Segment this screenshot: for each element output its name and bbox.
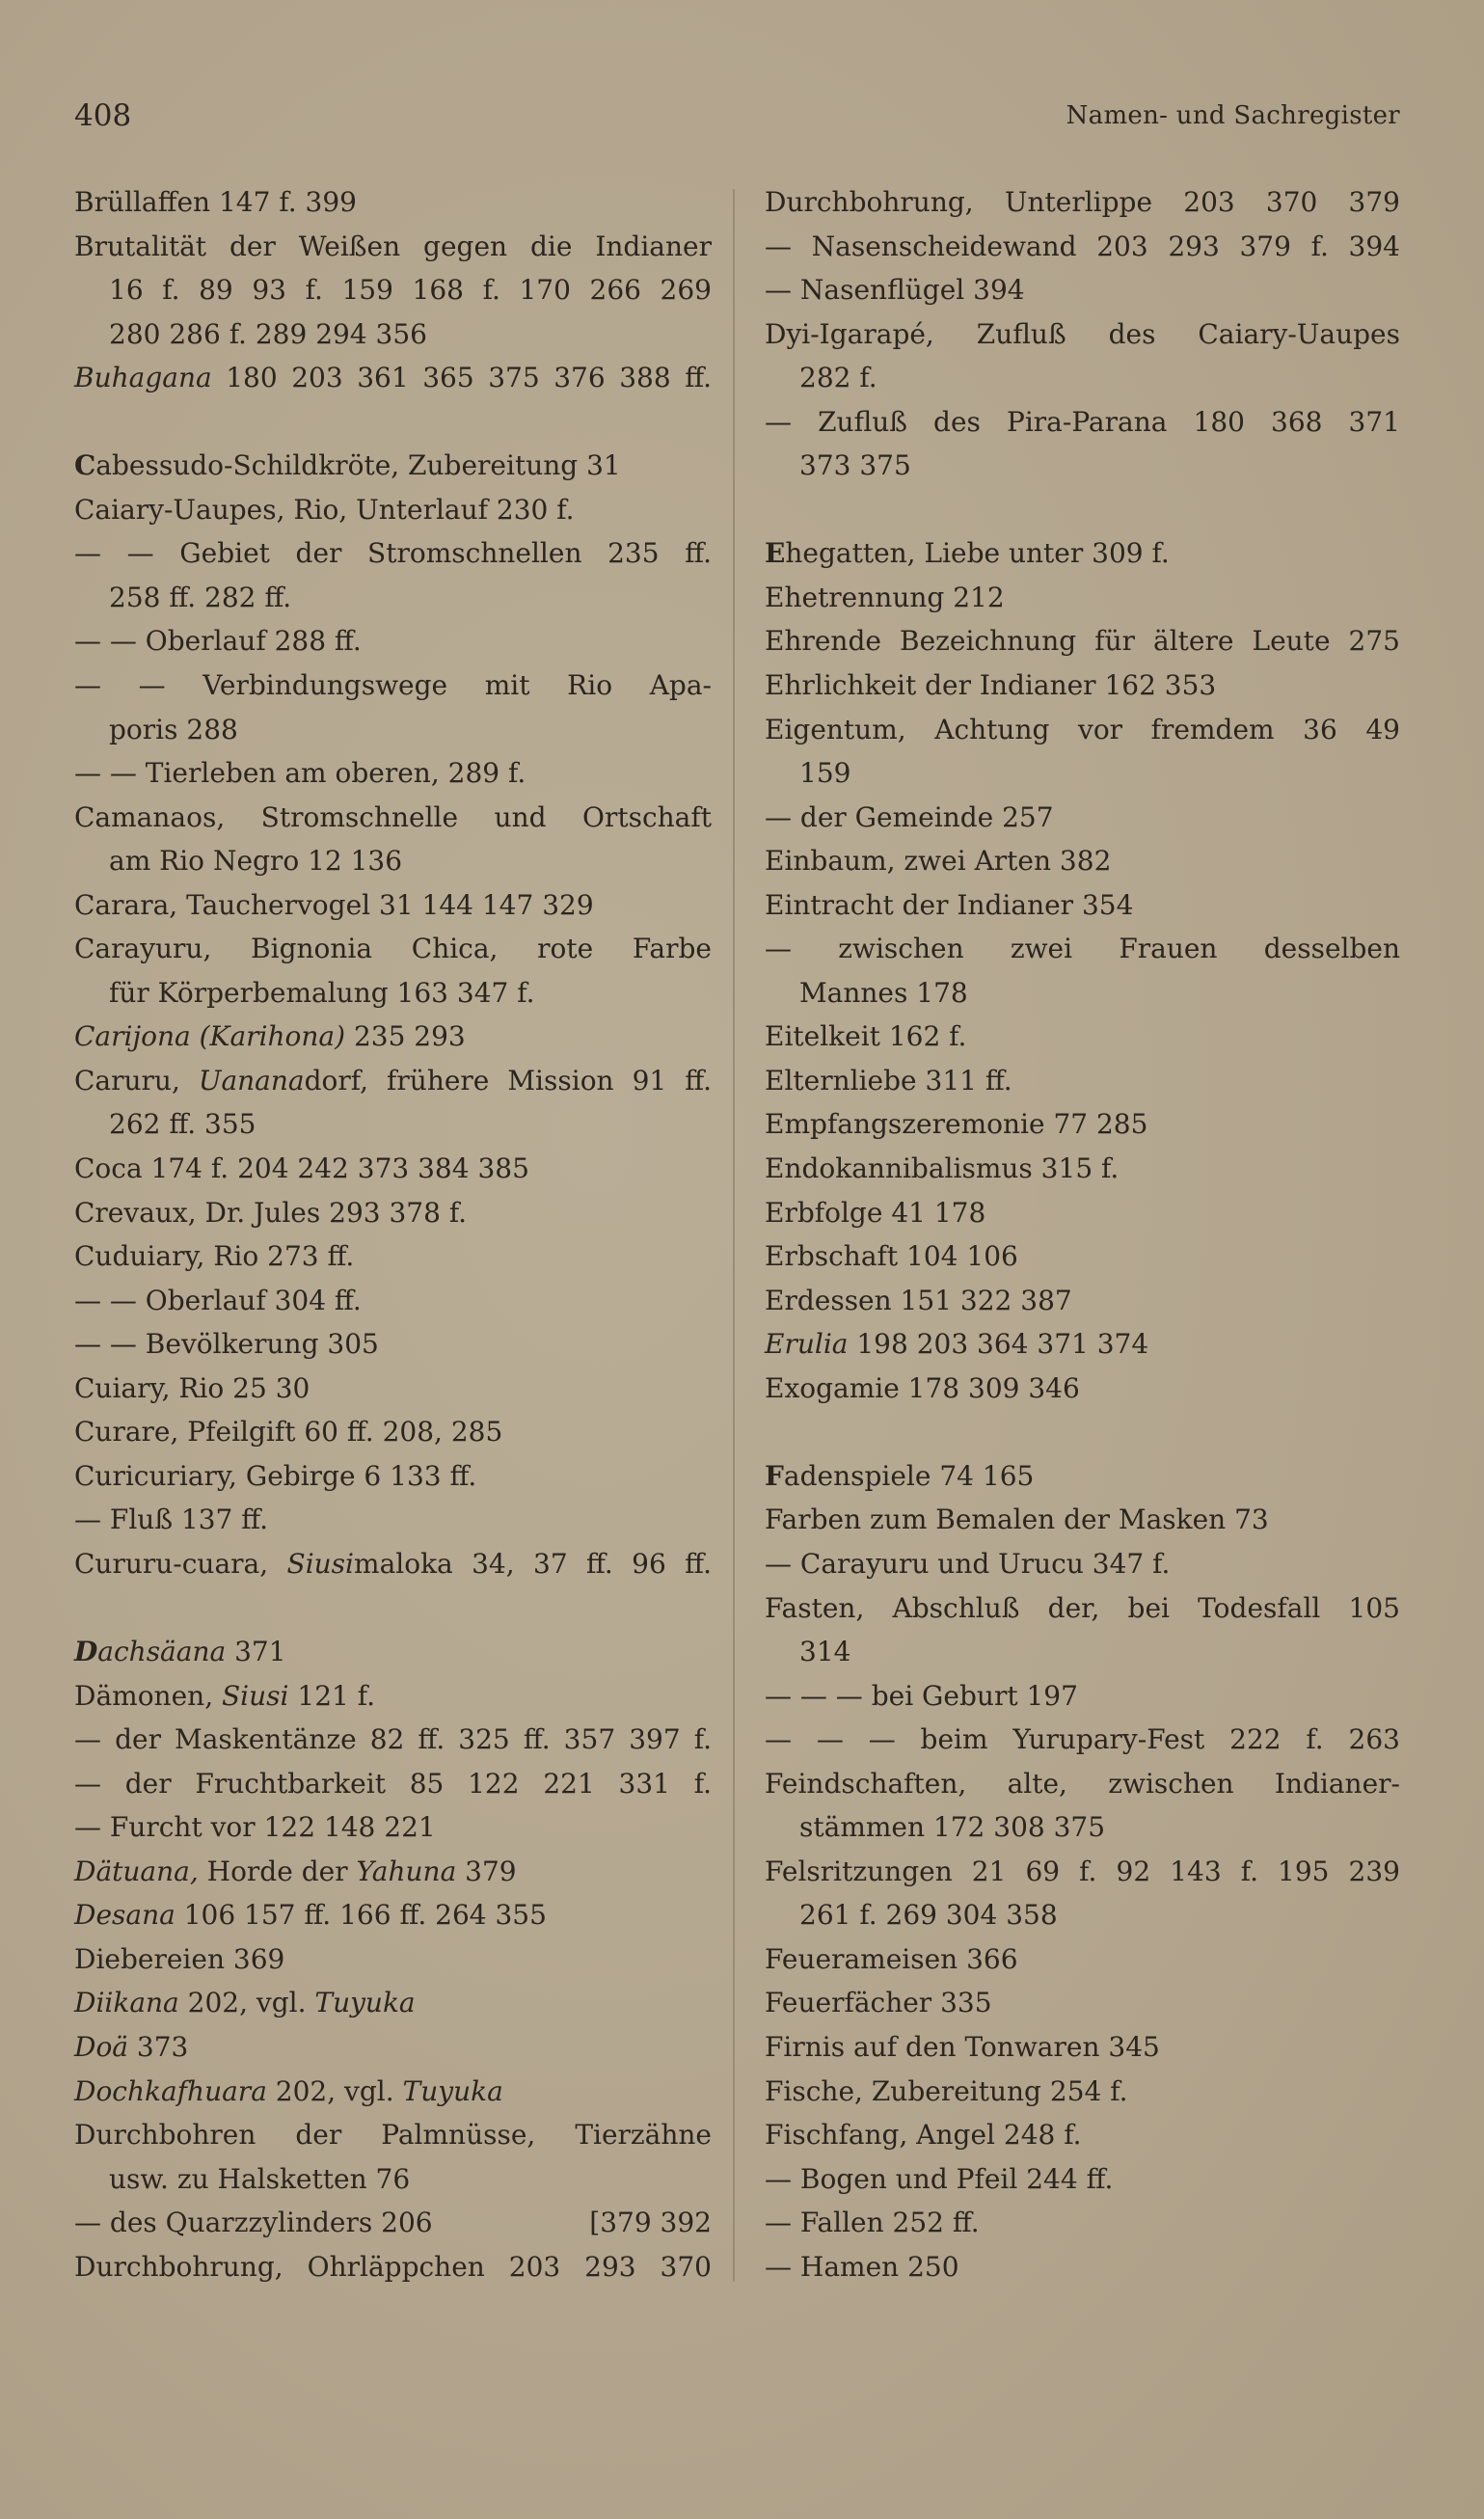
entry-text: usw. zu Halsketten 76 — [109, 2162, 411, 2195]
entry-text: Ehrende Bezeichnung für ältere Leute 275 — [765, 625, 1400, 658]
index-entry — [74, 1279, 712, 1323]
entry-text: 159 — [799, 757, 851, 790]
index-entry — [74, 1322, 712, 1367]
index-entry — [74, 1059, 712, 1103]
index-entry — [74, 1805, 712, 1850]
entry-text: Fischfang, Angel 248 f. — [765, 2119, 1082, 2152]
index-entry — [765, 2245, 1400, 2289]
entry-text: Endokannibalismus 315 f. — [765, 1152, 1120, 1185]
entry-text: 106 157 ff. 166 ff. 264 355 — [175, 1899, 547, 1932]
entry-text: Feindschaften, alte, zwischen Indianer- — [765, 1767, 1400, 1800]
index-entry — [74, 2025, 712, 2070]
entry-text-italic: Siusi — [286, 1547, 355, 1580]
entry-text: — — Oberlauf 304 ff. — [74, 1284, 362, 1316]
index-entry — [74, 2070, 712, 2114]
entry-text: 121 f. — [288, 1679, 376, 1712]
index-entry — [74, 225, 712, 269]
entry-text: — Nasenscheidewand 203 293 379 f. 394 — [765, 230, 1400, 262]
entry-text: — Zufluß des Pira-Parana 180 368 371 — [765, 405, 1400, 438]
entry-text: — Carayuru und Urucu 347 f. — [765, 1547, 1171, 1580]
index-entry — [74, 1454, 712, 1499]
index-entry — [765, 225, 1400, 269]
index-entry — [765, 1015, 1400, 1059]
overflow-page-refs: [379 392 — [589, 2207, 712, 2239]
index-entry — [74, 927, 712, 971]
entry-text: Brüllaffen 147 f. 399 — [74, 186, 357, 218]
index-entry — [74, 1147, 712, 1191]
entry-text: Camanaos, Stromschnelle und Ortschaft — [74, 800, 712, 833]
entry-text-italic: Diikana — [74, 1987, 179, 2019]
index-entry-continuation — [74, 312, 712, 357]
entry-text: — — Verbindungswege mit Rio Apa- — [74, 669, 712, 702]
index-entry — [74, 1630, 712, 1674]
index-entry-continuation — [765, 1805, 1400, 1850]
index-entry — [765, 1498, 1400, 1542]
entry-text: Durchbohrung, Unterlippe 203 370 379 — [765, 186, 1400, 218]
index-entry — [765, 400, 1400, 445]
entry-text: Eigentum, Achtung vor fremdem 36 49 — [765, 713, 1400, 745]
entry-text: 235 293 — [345, 1020, 466, 1053]
index-entry — [74, 1718, 712, 1762]
column-divider — [733, 189, 735, 2282]
entry-text: abessudo-Schildkröte, Zubereitung 31 — [95, 449, 621, 482]
group-spacer — [74, 1586, 712, 1631]
entry-text: — der Maskentänze 82 ff. 325 ff. 357 397 f. — [74, 1723, 712, 1756]
entry-text: — des Quarzzylinders 206 — [74, 2207, 433, 2239]
index-entry — [765, 1234, 1400, 1279]
index-entry — [74, 356, 712, 400]
entry-text: 282 f. — [799, 362, 877, 394]
index-entry — [765, 312, 1400, 357]
entry-text: 180 203 361 365 375 376 388 ff. — [211, 362, 712, 394]
index-entry — [765, 664, 1400, 708]
entry-text: — Furcht vor 122 148 221 — [74, 1811, 436, 1844]
entry-text: dorf, frühere Mission 91 ff. — [304, 1064, 712, 1097]
entry-text: Empfangszeremonie 77 285 — [765, 1108, 1148, 1141]
index-entry — [765, 1147, 1400, 1191]
index-entry — [765, 576, 1400, 620]
index-entry — [74, 619, 712, 664]
entry-text: Einbaum, zwei Arten 382 — [765, 845, 1112, 878]
index-entry — [765, 2113, 1400, 2157]
entry-text: 198 203 364 371 374 — [848, 1328, 1149, 1361]
index-entry-continuation — [74, 1102, 712, 1147]
index-entry — [765, 180, 1400, 225]
entry-text: — — — beim Yurupary-Fest 222 f. 263 — [765, 1723, 1400, 1756]
index-entry — [74, 1191, 712, 1235]
index-entry-continuation — [765, 971, 1400, 1016]
index-entry — [74, 1674, 712, 1719]
entry-text: Erdessen 151 322 387 — [765, 1284, 1072, 1316]
entry-text: — der Fruchtbarkeit 85 122 221 331 f. — [74, 1767, 712, 1800]
entry-text: Crevaux, Dr. Jules 293 378 f. — [74, 1196, 468, 1229]
section-initial: D — [74, 1636, 98, 1668]
entry-text: — — Tierleben am oberen, 289 f. — [74, 757, 526, 790]
entry-text: Curicuriary, Gebirge 6 133 ff. — [74, 1459, 477, 1492]
index-entry — [74, 488, 712, 532]
entry-text: Durchbohren der Palmnüsse, Tierzähne — [74, 2119, 712, 2152]
index-entry-continuation — [765, 1630, 1400, 1674]
index-entry — [765, 1191, 1400, 1235]
entry-text: 280 286 f. 289 294 356 — [109, 317, 427, 350]
index-entry-continuation — [765, 1893, 1400, 1937]
index-column-left — [74, 180, 712, 2289]
index-column-right — [765, 180, 1400, 2289]
index-entry-continuation — [74, 2157, 712, 2202]
index-entry — [74, 751, 712, 796]
index-entry — [74, 883, 712, 928]
index-entry — [74, 1893, 712, 1937]
index-entry — [765, 531, 1400, 576]
entry-text: Diebereien 369 — [74, 1942, 285, 1975]
index-entry — [74, 1850, 712, 1894]
entry-text: Mannes 178 — [799, 976, 968, 1009]
index-entry — [765, 883, 1400, 928]
index-entry — [765, 619, 1400, 664]
entry-text: — der Gemeinde 257 — [765, 800, 1054, 833]
entry-text: Durchbohrung, Ohrläppchen 203 293 370 — [74, 2250, 712, 2283]
index-entry — [74, 1367, 712, 1411]
index-entry — [765, 708, 1400, 752]
section-initial: C — [74, 449, 96, 482]
index-entry — [765, 2201, 1400, 2245]
index-entry — [765, 268, 1400, 312]
group-spacer — [74, 400, 712, 445]
entry-text: Horde der — [198, 1855, 357, 1887]
index-entry — [765, 796, 1400, 840]
index-entry — [765, 2025, 1400, 2070]
entry-text: Caiary-Uaupes, Rio, Unterlauf 230 f. — [74, 493, 575, 526]
index-entry — [765, 1762, 1400, 1806]
index-entry — [765, 1542, 1400, 1586]
entry-text: Cuduiary, Rio 273 ff. — [74, 1240, 355, 1273]
index-entry-continuation — [74, 839, 712, 883]
index-entry — [765, 1454, 1400, 1499]
entry-text: Farben zum Bemalen der Masken 73 — [765, 1503, 1269, 1536]
index-entry — [765, 1937, 1400, 1982]
entry-text: Feuerfächer 335 — [765, 1987, 992, 2019]
entry-text: Erbfolge 41 178 — [765, 1196, 986, 1229]
entry-text: Erbschaft 104 106 — [765, 1240, 1018, 1273]
entry-text: für Körperbemalung 163 347 f. — [109, 976, 535, 1009]
index-entry — [765, 1322, 1400, 1367]
entry-text: 262 ff. 355 — [109, 1108, 256, 1141]
entry-text: Eitelkeit 162 f. — [765, 1020, 967, 1053]
entry-text: Fische, Zubereitung 254 f. — [765, 2074, 1128, 2107]
entry-text: Eintracht der Indianer 354 — [765, 888, 1134, 921]
entry-text-italic: Doä — [74, 2030, 128, 2063]
index-entry-continuation — [765, 356, 1400, 400]
index-entry — [765, 1059, 1400, 1103]
section-initial: F — [765, 1459, 784, 1492]
entry-text-italic: Buhagana — [74, 362, 212, 394]
entry-text-italic: Dätuana, — [74, 1855, 199, 1887]
entry-text: Elternliebe 311 ff. — [765, 1064, 1012, 1097]
index-entry — [765, 1718, 1400, 1762]
entry-text: — Bogen und Pfeil 244 ff. — [765, 2162, 1114, 2195]
entry-text: 202, vgl. — [178, 1987, 315, 2019]
running-title: Namen- und Sachregister — [1066, 101, 1400, 130]
index-entry — [74, 664, 712, 708]
index-entry — [765, 2070, 1400, 2114]
index-entry — [74, 1542, 712, 1586]
entry-text: adenspiele 74 165 — [783, 1459, 1035, 1492]
entry-text: Exogamie 178 309 346 — [765, 1371, 1080, 1404]
index-entry-continuation — [74, 971, 712, 1016]
index-entry — [74, 1981, 712, 2025]
index-entry — [74, 1234, 712, 1279]
entry-text: poris 288 — [109, 713, 238, 745]
entry-text: Feuerameisen 366 — [765, 1942, 1018, 1975]
index-entry — [765, 1102, 1400, 1147]
index-entry — [765, 927, 1400, 971]
entry-text: Coca 174 f. 204 242 373 384 385 — [74, 1152, 529, 1185]
entry-text: Fasten, Abschluß der, bei Todesfall 105 — [765, 1591, 1400, 1624]
entry-text-italic: Tuyuka — [314, 1987, 416, 2019]
index-entry — [74, 1015, 712, 1059]
entry-text: Cururu-cuara, — [74, 1547, 287, 1580]
entry-text: 373 — [128, 2030, 189, 2063]
index-entry — [74, 444, 712, 488]
entry-text-italic: Tuyuka — [402, 2074, 503, 2107]
index-entry-continuation — [74, 576, 712, 620]
entry-text: am Rio Negro 12 136 — [109, 845, 403, 878]
entry-text-italic: Siusi — [222, 1679, 289, 1712]
index-entry — [74, 1410, 712, 1454]
entry-text-italic: Uanana — [198, 1064, 305, 1097]
entry-text-italic: Carijona (Karihona) — [74, 1020, 346, 1053]
entry-text: — Nasenflügel 394 — [765, 274, 1025, 307]
entry-text: — — Oberlauf 288 ff. — [74, 625, 362, 658]
entry-text: Dyi-Igarapé, Zufluß des Caiary-Uaupes — [765, 317, 1400, 350]
entry-text: Dämonen, — [74, 1679, 222, 1712]
index-entry-continuation — [765, 444, 1400, 488]
entry-text: stämmen 172 308 375 — [799, 1811, 1106, 1844]
index-entry-continuation — [74, 268, 712, 312]
entry-text: maloka 34, 37 ff. 96 ff. — [354, 1547, 712, 1580]
entry-text-italic: Yahuna — [356, 1855, 457, 1887]
index-entry — [74, 531, 712, 576]
entry-text-italic: achsäana — [97, 1636, 227, 1668]
index-entry — [765, 1981, 1400, 2025]
index-entry — [765, 1586, 1400, 1631]
entry-text: 16 f. 89 93 f. 159 168 f. 170 266 269 — [109, 274, 712, 307]
entry-text: Ehetrennung 212 — [765, 581, 1005, 613]
entry-text-italic: Dochkafhuara — [74, 2074, 267, 2107]
entry-text-italic: Erulia — [765, 1328, 849, 1361]
index-entry — [74, 2245, 712, 2289]
entry-text: Brutalität der Weißen gegen die Indianer — [74, 230, 712, 262]
entry-text: Firnis auf den Tonwaren 345 — [765, 2030, 1160, 2063]
index-entry — [765, 1674, 1400, 1719]
entry-text: 314 — [799, 1636, 851, 1668]
entry-text: 261 f. 269 304 358 — [799, 1899, 1058, 1932]
entry-text: 379 — [456, 1855, 517, 1887]
entry-text: 202, vgl. — [266, 2074, 403, 2107]
entry-text: Caruru, — [74, 1064, 199, 1097]
index-entry — [765, 1850, 1400, 1894]
entry-text: Carara, Tauchervogel 31 144 147 329 — [74, 888, 594, 921]
entry-text: Curare, Pfeilgift 60 ff. 208, 285 — [74, 1416, 503, 1449]
index-entry — [74, 2113, 712, 2157]
index-entry-continuation — [74, 708, 712, 752]
index-entry — [74, 1498, 712, 1542]
entry-text: — Hamen 250 — [765, 2250, 959, 2283]
page-number: 408 — [74, 98, 132, 133]
entry-text: Ehrlichkeit der Indianer 162 353 — [765, 669, 1217, 702]
group-spacer — [765, 488, 1400, 532]
entry-text: — — Bevölkerung 305 — [74, 1328, 379, 1361]
entry-text: — — Gebiet der Stromschnellen 235 ff. — [74, 537, 712, 570]
index-entry — [74, 796, 712, 840]
group-spacer — [765, 1410, 1400, 1454]
index-entry — [765, 1279, 1400, 1323]
entry-text-italic: Desana — [74, 1899, 175, 1932]
entry-text: Felsritzungen 21 69 f. 92 143 f. 195 239 — [765, 1855, 1400, 1887]
index-entry — [74, 1762, 712, 1806]
entry-text: — — — bei Geburt 197 — [765, 1679, 1078, 1712]
entry-text: — Fallen 252 ff. — [765, 2207, 980, 2239]
index-entry — [765, 839, 1400, 883]
index-entry — [74, 1937, 712, 1982]
section-initial: E — [765, 537, 786, 570]
entry-text: 373 375 — [799, 449, 911, 482]
entry-text: hegatten, Liebe unter 309 f. — [785, 537, 1170, 570]
entry-text: Carayuru, Bignonia Chica, rote Farbe — [74, 933, 712, 965]
entry-text: 371 — [226, 1636, 286, 1668]
index-entry — [765, 2157, 1400, 2202]
index-entry-continuation — [765, 751, 1400, 796]
entry-text: 258 ff. 282 ff. — [109, 581, 292, 613]
index-entry — [74, 2201, 712, 2245]
entry-text: Cuiary, Rio 25 30 — [74, 1371, 310, 1404]
index-entry — [74, 180, 712, 225]
entry-text: — zwischen zwei Frauen desselben — [765, 933, 1400, 965]
index-entry — [765, 1367, 1400, 1411]
entry-text: — Fluß 137 ff. — [74, 1503, 269, 1536]
